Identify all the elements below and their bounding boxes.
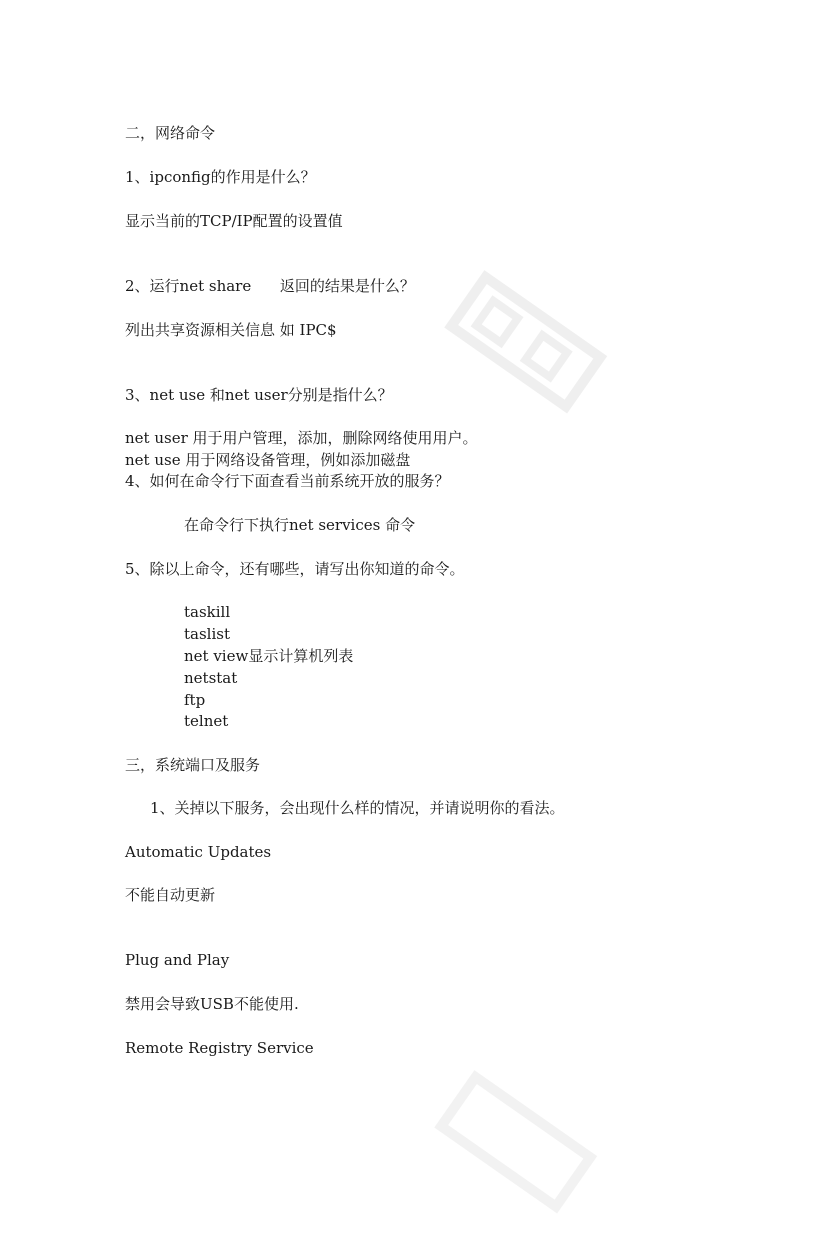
service-name-3: Remote Registry Service — [125, 1039, 314, 1057]
answer-4: 在命令行下执行net services 命令 — [184, 516, 416, 534]
command-item: net view显示计算机列表 — [184, 647, 354, 665]
answer-2: 列出共享资源相关信息 如 IPC$ — [125, 321, 337, 339]
command-item: netstat — [184, 669, 238, 687]
answer-3-line-1: net user 用于用户管理，添加，删除网络使用用户。 — [125, 429, 478, 447]
answer-1: 显示当前的TCP/IP配置的设置值 — [125, 212, 343, 230]
command-item: telnet — [184, 712, 229, 730]
section-2-title: 二，网络命令 — [125, 124, 216, 142]
command-item: ftp — [184, 691, 206, 709]
question-4: 4、如何在命令行下面查看当前系统开放的服务？ — [125, 472, 450, 490]
answer-3-line-2: net use 用于网络设备管理，例如添加磁盘 — [125, 451, 411, 469]
question-5: 5、除以上命令，还有哪些，请写出你知道的命令。 — [125, 560, 465, 578]
question-1: 1、ipconfig的作用是什么？ — [125, 168, 316, 186]
service-effect-1: 不能自动更新 — [125, 886, 216, 904]
question-3: 3、net use 和net user分别是指什么？ — [125, 386, 393, 404]
service-name-2: Plug and Play — [125, 951, 230, 969]
command-item: taskill — [184, 603, 231, 621]
service-name-1: Automatic Updates — [125, 843, 272, 861]
section-3-question-1: 1、关掉以下服务，会出现什么样的情况，并请说明你的看法。 — [150, 799, 565, 817]
service-effect-2: 禁用会导致USB不能使用. — [125, 995, 299, 1013]
command-item: taslist — [184, 625, 230, 643]
watermark-stamp-bottom — [410, 1055, 610, 1245]
question-2: 2、运行net share 返回的结果是什么？ — [125, 277, 415, 295]
section-3-title: 三，系统端口及服务 — [125, 756, 261, 774]
